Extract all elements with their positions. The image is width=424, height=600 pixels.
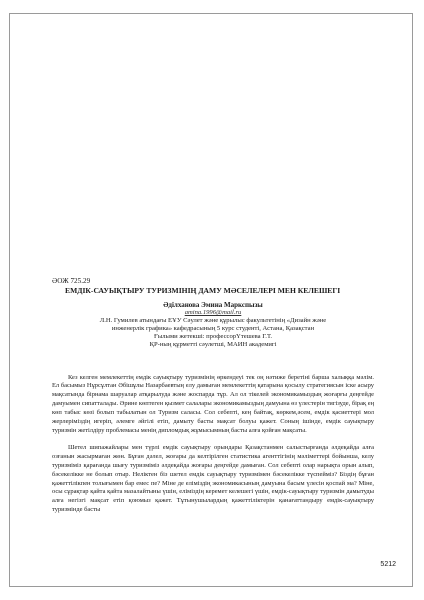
article-title: ЕМДІК-САУЫҚТЫРУ ТУРИЗМІНІҢ ДАМУ МӘСЕЛЕЛЕРІ МЕН КЕЛЕШЕГІ — [65, 286, 341, 295]
article — [52, 277, 374, 523]
supervisor-line: Ғылыми жетекші: профессорҮтешева Г.Т. — [154, 333, 272, 341]
author-email-line — [52, 309, 374, 317]
author-email[interactable]: amina.1996@mail.ru — [184, 309, 242, 317]
article-body — [52, 374, 374, 516]
affiliation-line: Л.Н. Гумилев атындағы ЕҰУ Сәулет және құрылыс факультетінің «Дизайн және — [99, 317, 327, 325]
body-paragraph: Шетел шипажайлары мен түрлі емдік сауықтыру орындары Қазақстанмен салыстырғанда әлдеқайда алға озғанын жасырмаған жөн. Бұған дәлел, жоғары да келтірілген статистика агенттігінің мәліметтері бойынша, келу туризміміз қарағанда шығу туризміміз әлдеқайда жоғары деңгейде дамыған. Сол себепті олар нарықта орын алып, бәсекелікке не болып отыр. Неліктен біз шетел емдік сауықтыру туризмімен бәсекелікке түспейміз? Біздің бұған қажеттілікпен толығымен бар емес пе? Міне де еліміздің экономикасының дамуына басым үлесін қоспай ма? Міне, осы сұрақтар қайта қайта мазалайтыны үшін, еліміздің керемет келешегі үшін, емдік-сауықтыру туризмін дамытуды алға негізгі мақсат етіп қоюмыз қажет. Тұтынушылардың қажеттіліктерін қанағаттандыру емдік-сауықтыру туризмінде басты — [52, 443, 374, 514]
supervisor-title-line: ҚР-ның құрметті сәулетші, МАИН академигі — [149, 341, 277, 349]
body-paragraph: Кез келген мемлекеттің емдік сауықтыру туризмінің өркендеуі тек оң нәтиже беретіні барша халыққа мәлім. Ел басымыз Нұрсұлтан Әбішұлы Назарбаевтың елу дамыған мемлекеттің қатарына қосылу стратегиясын іске асыру мақсатында бірнама шаруалар атқарылуда және жоспарда тұр. Ал ол тікелей экономикамыздың жоғарғы деңгейде дамуымен сипатталады. Әрине көптеген қызмет салалары экономикамыздың дамуына өз үлестерін тигізуде, бірақ ең көп табыс көзі болып табылатын ол Туризм саласы. Сол себепті, кең байтақ, көркем,әсем, емдік қасиеттері мол жерлеріміздің игеріп, әлемге әйгілі етіп, дамыту басты мақсат болуы қажет. Соның ішінде, емдік сауықтыру туризмін жетілдіру проблемасы менің дипломдық жұмысымның басты алға қойған мақсаты. — [52, 373, 375, 434]
page-number: 5212 — [380, 561, 396, 568]
author-name: Әділханова Эмина Маркспызы — [163, 301, 263, 309]
udk-code: ӘОЖ 725.29 — [52, 277, 91, 285]
affiliation-line: инженерлік графика» кафедрасының 5 курс студенті, Астана, Қазақстан — [111, 325, 315, 333]
